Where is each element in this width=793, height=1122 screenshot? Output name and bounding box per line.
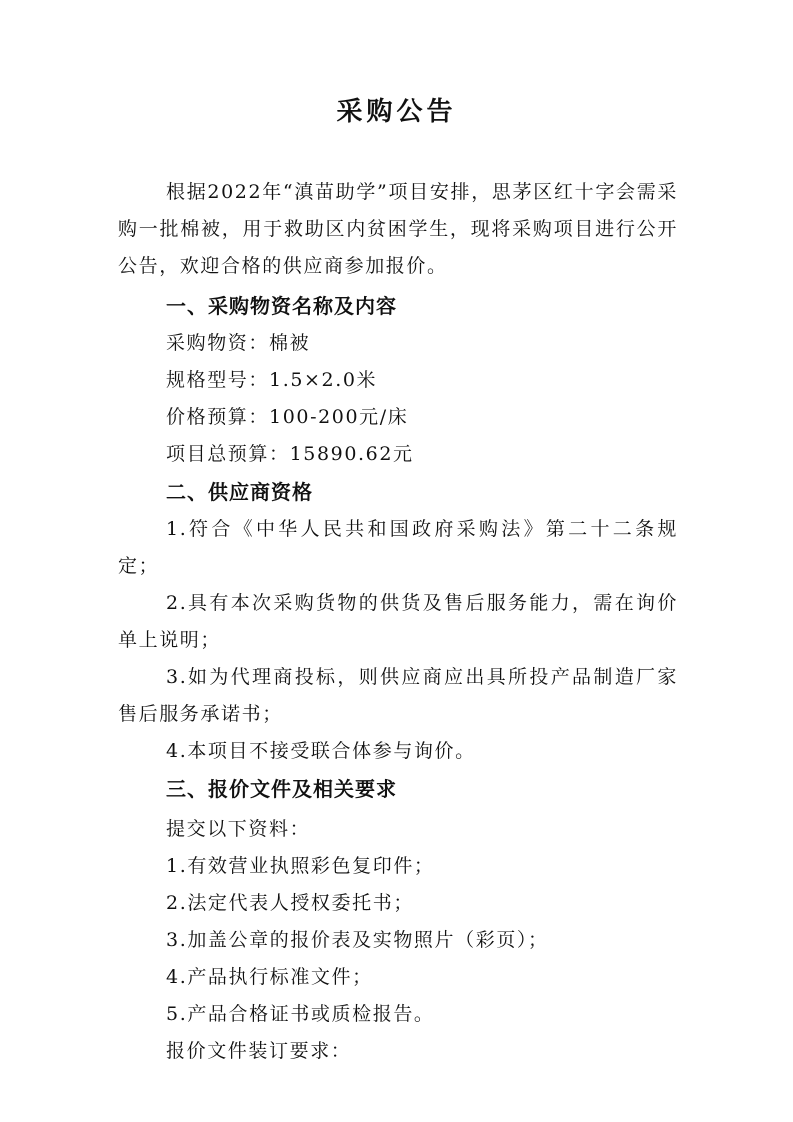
section-heading-3: 三、报价文件及相关要求: [166, 777, 397, 801]
intro-paragraph: 根据2022年“滇苗助学”项目安排，思茅区红十字会需采购一批棉被，用于救助区内贫困学生，现将采购项目进行公开公告，欢迎合格的供应商参加报价。: [118, 181, 678, 277]
section-heading-2: 二、供应商资格: [166, 480, 313, 504]
section2-item-4: 4.本项目不接受联合体参与询价。: [166, 740, 476, 762]
section1-item-spec: 规格型号：1.5×2.0米: [166, 369, 378, 391]
document-title: 采购公告: [336, 97, 457, 127]
section1-item-unit-budget: 价格预算：100-200元/床: [166, 406, 409, 428]
section3-item-1: 1.有效营业执照彩色复印件；: [166, 855, 435, 877]
section3-item-2: 2.法定代表人授权委托书；: [166, 892, 414, 914]
section3-item-intro: 提交以下资料：: [166, 818, 311, 840]
section3-item-binding: 报价文件装订要求：: [166, 1040, 352, 1062]
document-body: [118, 174, 678, 1070]
section3-item-3: 3.加盖公章的报价表及实物照片（彩页）；: [166, 929, 549, 951]
section2-item-3: 3.如为代理商投标，则供应商应出具所投产品制造厂家售后服务承诺书；: [118, 666, 678, 725]
section2-item-2: 2.具有本次采购货物的供货及售后服务能力，需在询价单上说明；: [118, 592, 678, 651]
section3-item-4: 4.产品执行标准文件；: [166, 966, 373, 988]
section3-item-5: 5.产品合格证书或质检报告。: [166, 1003, 435, 1025]
section1-item-goods: 采购物资：棉被: [166, 332, 311, 354]
section1-item-total-budget: 项目总预算：15890.62元: [166, 443, 414, 465]
section2-item-1: 1.符合《中华人民共和国政府采购法》第二十二条规定；: [118, 518, 678, 577]
section-heading-1: 一、采购物资名称及内容: [166, 294, 397, 318]
